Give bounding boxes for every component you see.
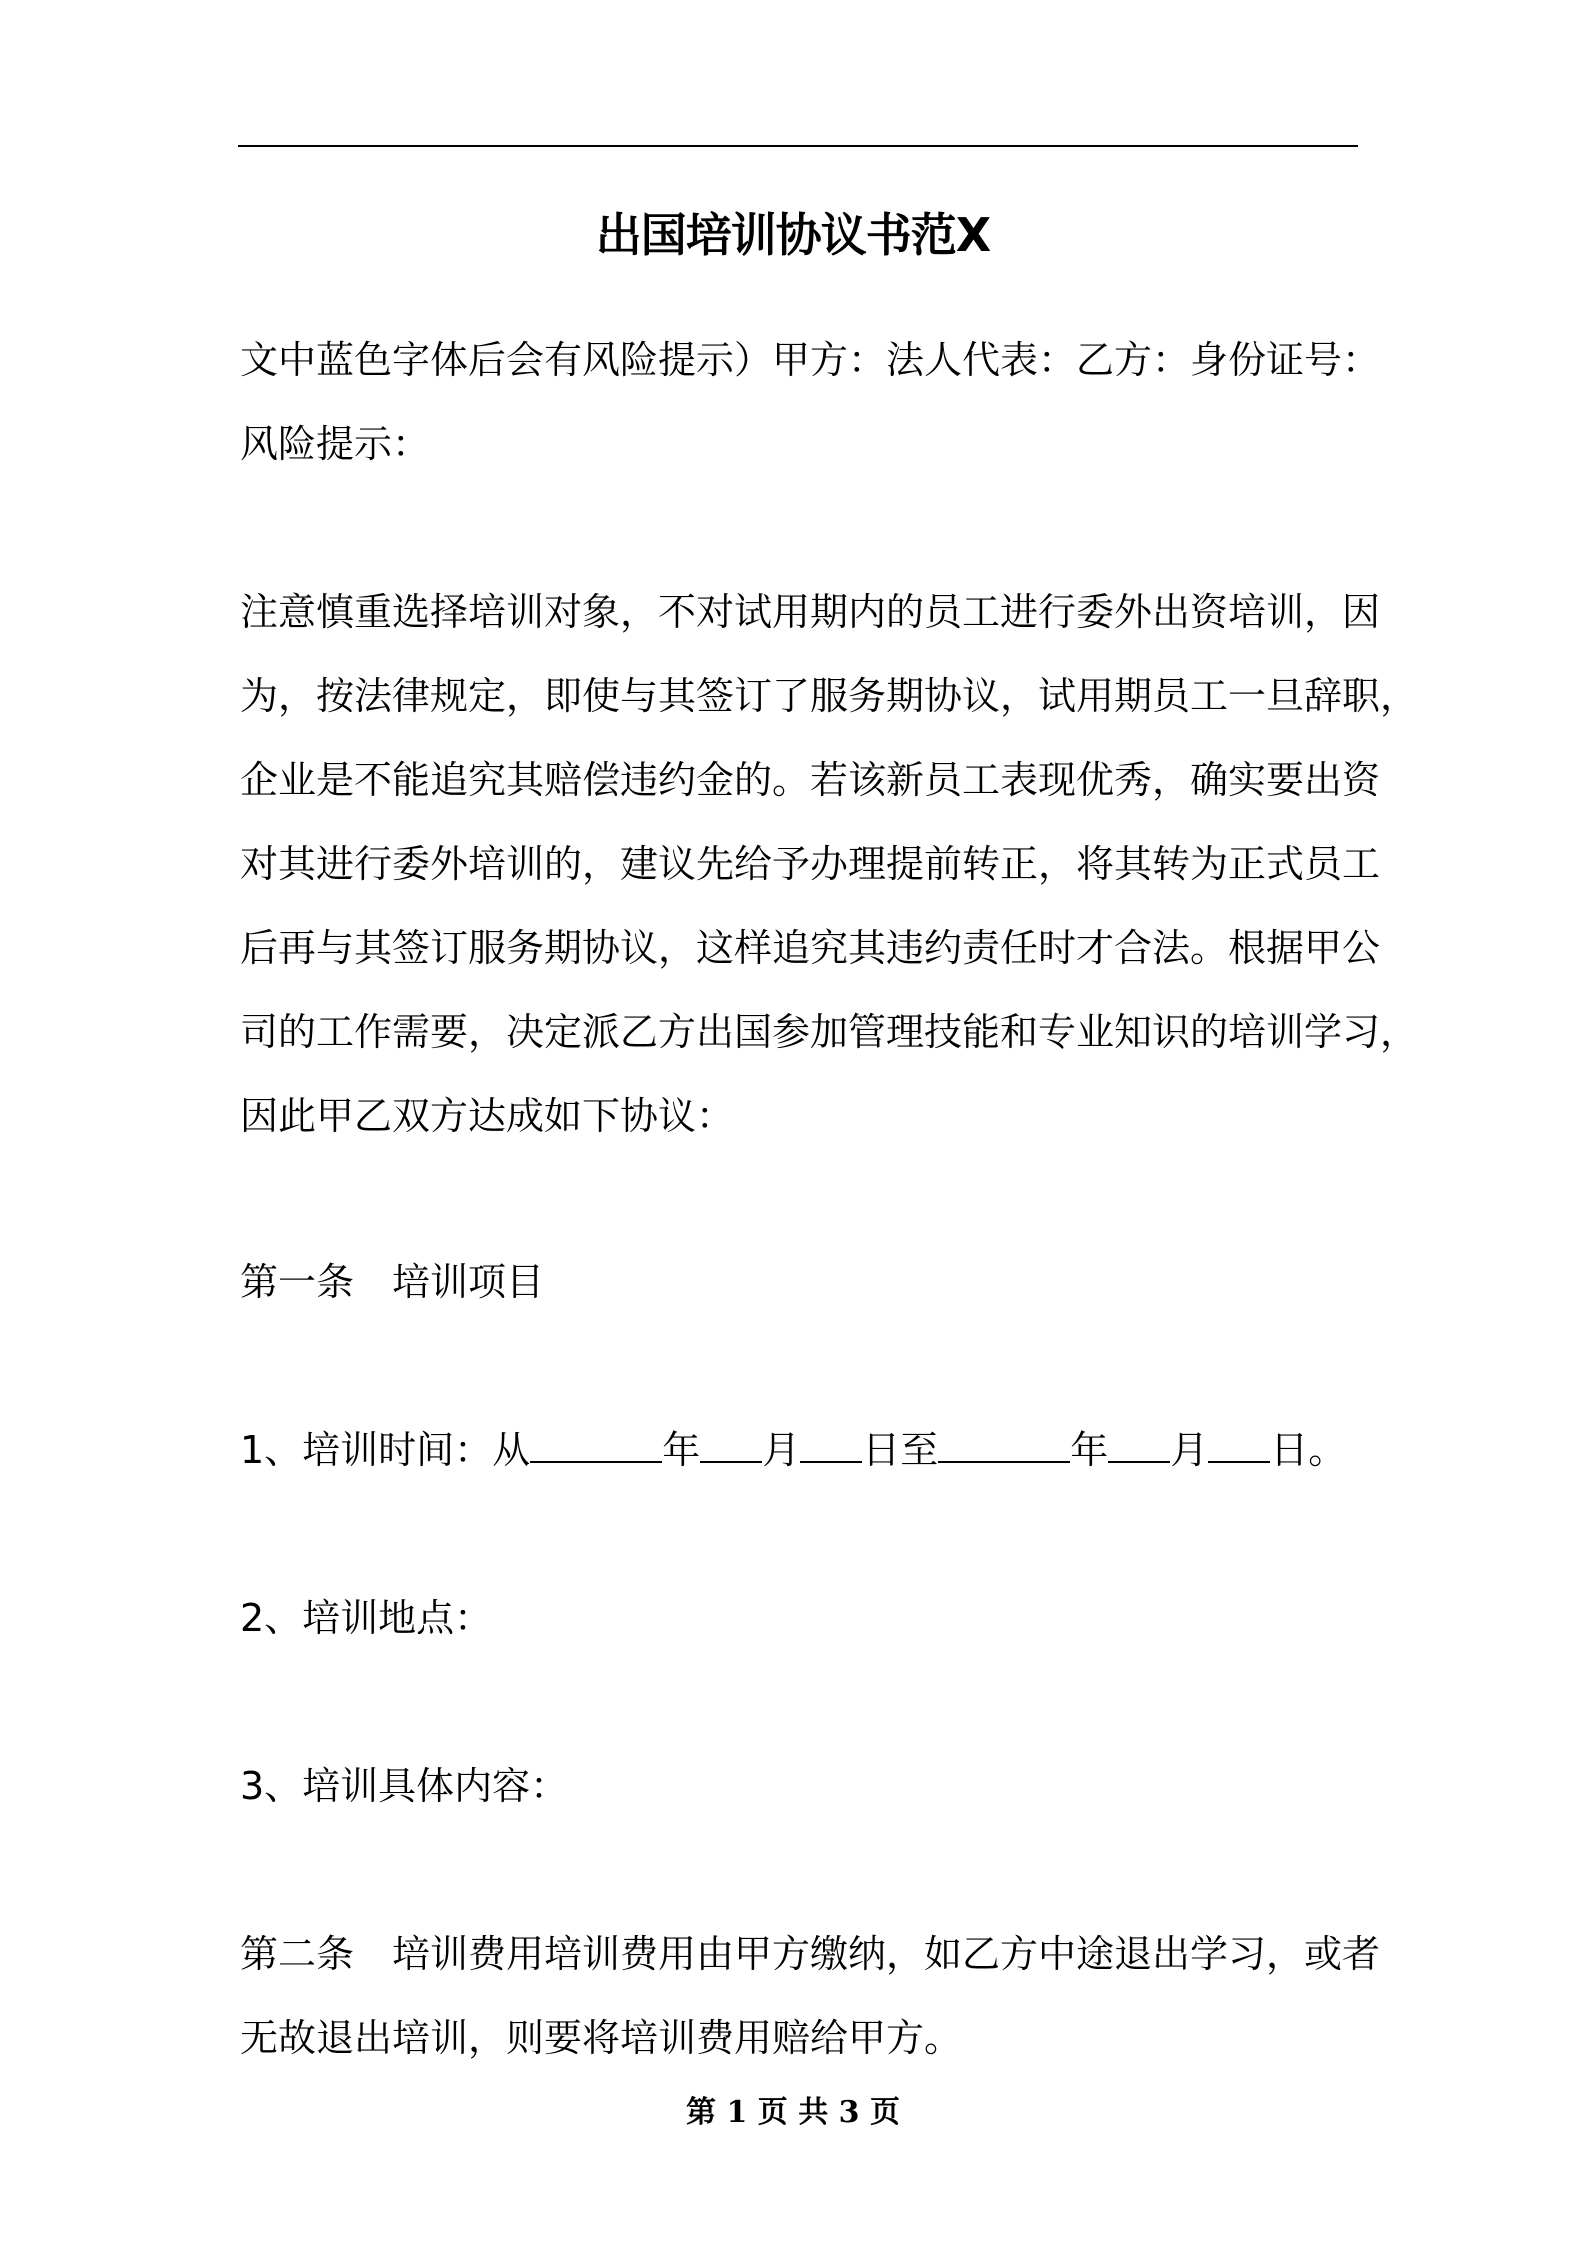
year-label: 年 — [662, 1428, 701, 1472]
item-3-text: 3、培训具体内容： — [240, 1764, 569, 1808]
intro-line: 风险提示： — [240, 422, 431, 466]
day-to-label: 日至 — [862, 1428, 939, 1472]
notice-line: 为，按法律规定，即使与其签订了服务期协议，试用期员工一旦辞职， — [240, 674, 1419, 718]
notice-line: 对其进行委外培训的，建议先给予办理提前转正，将其转为正式员工 — [240, 842, 1381, 886]
article-2-line-2: 无故退出培训，则要将培训费用赔给甲方。 — [240, 2016, 963, 2060]
item-1-prefix: 1、培训时间：从 — [240, 1428, 531, 1472]
notice-line: 注意慎重选择培训对象，不对试用期内的员工进行委外出资培训，因 — [240, 590, 1381, 634]
article-1-heading — [240, 1240, 1360, 1324]
start-month-blank — [700, 1423, 762, 1463]
notice-line: 企业是不能追究其赔偿违约金的。若该新员工表现优秀，确实要出资 — [240, 758, 1381, 802]
year-label: 年 — [1070, 1428, 1109, 1472]
document-title: 出国培训协议书范X — [595, 208, 991, 262]
end-month-blank — [1108, 1423, 1170, 1463]
item-training-content — [240, 1744, 1360, 1828]
month-label: 月 — [762, 1428, 801, 1472]
intro-line: 文中蓝色字体后会有风险提示）甲方：法人代表：乙方：身份证号： — [240, 338, 1381, 382]
end-day-blank — [1208, 1423, 1270, 1463]
header-rule — [238, 145, 1358, 147]
article-2-paragraph — [240, 1912, 1381, 2080]
month-label: 月 — [1170, 1428, 1209, 1472]
page-footer: 第 1 页 共 3 页 — [686, 2095, 900, 2130]
item-training-time — [240, 1408, 1360, 1492]
notice-line: 因此甲乙双方达成如下协议： — [240, 1094, 735, 1138]
start-day-blank — [800, 1423, 862, 1463]
start-year-blank — [530, 1423, 662, 1463]
notice-line: 司的工作需要，决定派乙方出国参加管理技能和专业知识的培训学习， — [240, 1010, 1419, 1054]
notice-line: 后再与其签订服务期协议，这样追究其违约责任时才合法。根据甲公 — [240, 926, 1381, 970]
article-1-label: 第一条 — [240, 1260, 355, 1304]
item-training-location — [240, 1576, 1360, 1660]
item-2-text: 2、培训地点： — [240, 1596, 493, 1640]
intro-paragraph — [240, 318, 1381, 486]
article-1-title: 培训项目 — [392, 1260, 545, 1304]
article-2-label: 第二条 — [240, 1932, 355, 1976]
article-2-line-1: 培训费用培训费用由甲方缴纳，如乙方中途退出学习，或者 — [392, 1932, 1381, 1976]
day-end-label: 日。 — [1270, 1428, 1347, 1472]
notice-paragraph — [240, 570, 1419, 1158]
end-year-blank — [938, 1423, 1070, 1463]
